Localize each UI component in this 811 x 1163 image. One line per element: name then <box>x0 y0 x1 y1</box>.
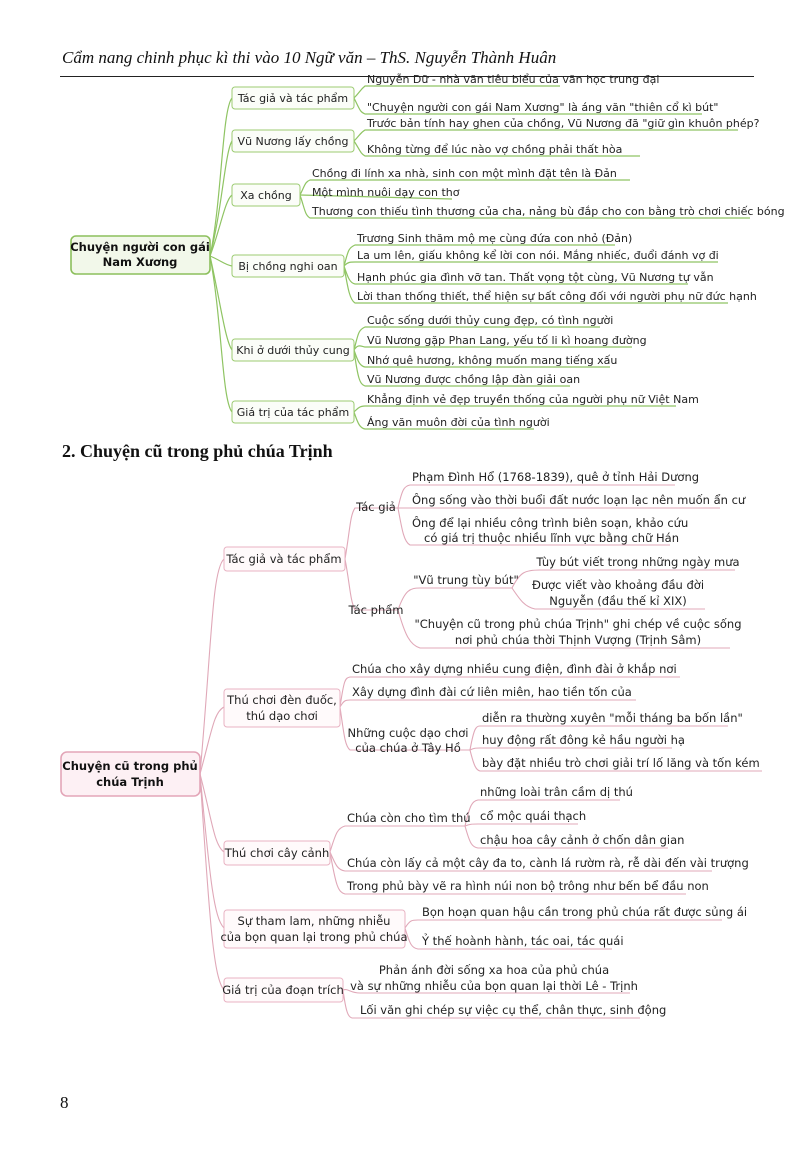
map2-branch-label: Sự tham lam, những nhiễu <box>237 914 391 928</box>
map1-item: La um lên, giấu không kể lời con nói. Mắng nhiếc, đuổi đánh vợ đi <box>357 249 719 262</box>
map2-item: Ông sống vào thời buổi đất nước loạn lạc nên muốn ẩn cư <box>412 493 746 507</box>
map2-item: Bọn hoạn quan hậu cần trong phủ chúa rất được sủng ái <box>422 905 748 919</box>
map2-item: nơi phủ chúa thời Thịnh Vượng (Trịnh Sâm) <box>454 633 702 647</box>
map2-item: Ỷ thế hoành hành, tác oai, tác quái <box>422 934 624 948</box>
map2-item: Ông để lại nhiều công trình biên soạn, khảo cứu <box>412 516 689 530</box>
map2-item: Xây dựng đình đài cứ liên miên, hao tiền tốn của <box>352 685 632 699</box>
page-header: Cẩm nang chinh phục kì thi vào 10 Ngữ văn – ThS. Nguyễn Thành Huân <box>62 48 557 67</box>
map2-item: có giá trị thuộc nhiều lĩnh vực bằng chữ Hán <box>424 531 680 545</box>
map1-item: Nguyễn Dữ - nhà văn tiêu biểu của văn học trung đại <box>367 73 660 86</box>
map2-item: Trong phủ bày vẽ ra hình núi non bộ trông như bến bể đầu non <box>347 879 709 893</box>
map2-branch-label: Thú chơi cây cảnh <box>224 846 330 860</box>
map2-item: cổ mộc quái thạch <box>480 809 587 823</box>
map1-branch-label: Vũ Nương lấy chồng <box>237 135 349 148</box>
mindmap-nam-xuong <box>70 73 784 429</box>
map2-item: bày đặt nhiều trò chơi giải trí lố lăng và tốn kém <box>482 756 760 770</box>
map1-item: Nhớ quê hương, không muốn mang tiếng xấu <box>367 354 618 367</box>
map1-item: Không từng để lúc nào vợ chồng phải thất hòa <box>367 143 623 156</box>
map2-item: Được viết vào khoảng đầu đời <box>531 578 705 592</box>
map1-branch-label: Bị chồng nghi oan <box>238 260 338 273</box>
map2-item: chậu hoa cây cảnh ở chốn dân gian <box>480 833 685 847</box>
map2-root-line2: chúa Trịnh <box>96 775 164 789</box>
map1-item: Cuộc sống dưới thủy cung đẹp, có tình người <box>367 314 614 327</box>
page-number: 8 <box>60 1093 69 1112</box>
map1-item: Một mình nuôi dạy con thơ <box>312 186 460 199</box>
map2-item: Chúa cho xây dựng nhiều cung điện, đình đài ở khắp nơi <box>352 662 677 676</box>
map2-item: huy động rất đông kẻ hầu người hạ <box>482 733 685 747</box>
map2-branch-label: thú dạo chơi <box>246 709 318 723</box>
map1-item: Khẳng định vẻ đẹp truyền thống của người phụ nữ Việt Nam <box>367 393 699 406</box>
map1-item: Lời than thống thiết, thể hiện sự bất công đối với người phụ nữ đức hạnh <box>357 290 757 303</box>
map1-root-line2: Nam Xương <box>102 255 178 269</box>
map1-branch-label: Xa chồng <box>240 189 292 202</box>
map2-item: diễn ra thường xuyên "mỗi tháng ba bốn lần" <box>482 711 743 725</box>
map1-branch-label: Khi ở dưới thủy cung <box>236 344 350 357</box>
map1-item: Áng văn muôn đời của tình người <box>367 416 550 429</box>
map2-subnode: của chúa ở Tây Hồ <box>355 741 461 755</box>
map2-item: và sự những nhiễu của bọn quan lại thời Lê - Trịnh <box>350 979 638 993</box>
map1-item: Vũ Nương được chồng lập đàn giải oan <box>367 373 581 386</box>
map2-item: những loài trân cầm dị thú <box>480 785 633 799</box>
map2-item: Lối văn ghi chép sự việc cụ thể, chân thực, sinh động <box>360 1003 667 1017</box>
map2-branch-label: của bọn quan lại trong phủ chúa <box>220 930 408 944</box>
map2-item: Phản ánh đời sống xa hoa của phủ chúa <box>378 963 610 977</box>
map1-root-line1: Chuyện người con gái <box>70 240 210 254</box>
map1-item: Trước bản tính hay ghen của chồng, Vũ Nương đã "giữ gìn khuôn phép? <box>367 117 760 130</box>
mindmap-phu-chua-trinh <box>61 470 762 1018</box>
map2-subnode: Tác phẩm <box>348 603 404 617</box>
map2-item: Phạm Đình Hổ (1768-1839), quê ở tỉnh Hải Dương <box>412 470 700 484</box>
map1-item: Thương con thiếu tình thương của cha, nảng bù đắp cho con bằng trò chơi chiếc bóng <box>312 205 785 218</box>
map2-branch-label: Tác giả và tác phẩm <box>226 552 342 566</box>
map2-subnode: "Vũ trung tùy bút" <box>413 573 519 587</box>
map1-item: Vũ Nương gặp Phan Lang, yếu tố li kì hoang đường <box>367 334 647 347</box>
map1-item: Trương Sinh thăm mộ mẹ cùng đứa con nhỏ (Đản) <box>357 232 633 245</box>
map2-item: Nguyễn (đầu thế kỉ XIX) <box>549 594 687 608</box>
map2-root-line1: Chuyện cũ trong phủ <box>62 759 198 773</box>
map2-item: "Chuyện cũ trong phủ chúa Trịnh" ghi chép về cuộc sống <box>414 617 742 631</box>
map1-item: "Chuyện người con gái Nam Xương" là áng văn "thiên cổ kì bút" <box>367 101 719 114</box>
map1-branch-label: Tác giả và tác phẩm <box>237 92 349 105</box>
map1-item: Chồng đi lính xa nhà, sinh con một mình đặt tên là Đản <box>312 167 617 180</box>
map1-branch-label: Giá trị của tác phẩm <box>236 406 350 419</box>
map2-subnode: Những cuộc dạo chơi <box>347 726 469 740</box>
map2-subnode: Chúa còn cho tìm thú <box>347 811 471 825</box>
map2-item: Chúa còn lấy cả một cây đa to, cành lá rườm rà, rễ dài đến vài trượng <box>347 856 749 870</box>
map2-item: Tùy bút viết trong những ngày mưa <box>536 555 740 569</box>
section-title: 2. Chuyện cũ trong phủ chúa Trịnh <box>62 441 333 461</box>
map2-branch-label: Thú chơi đèn đuốc, <box>227 693 337 707</box>
map2-subnode: Tác giả <box>356 500 396 514</box>
map1-item: Hạnh phúc gia đình vỡ tan. Thất vọng tột cùng, Vũ Nương tự vẫn <box>357 271 714 284</box>
map2-branch-label: Giá trị của đoạn trích <box>222 983 344 997</box>
